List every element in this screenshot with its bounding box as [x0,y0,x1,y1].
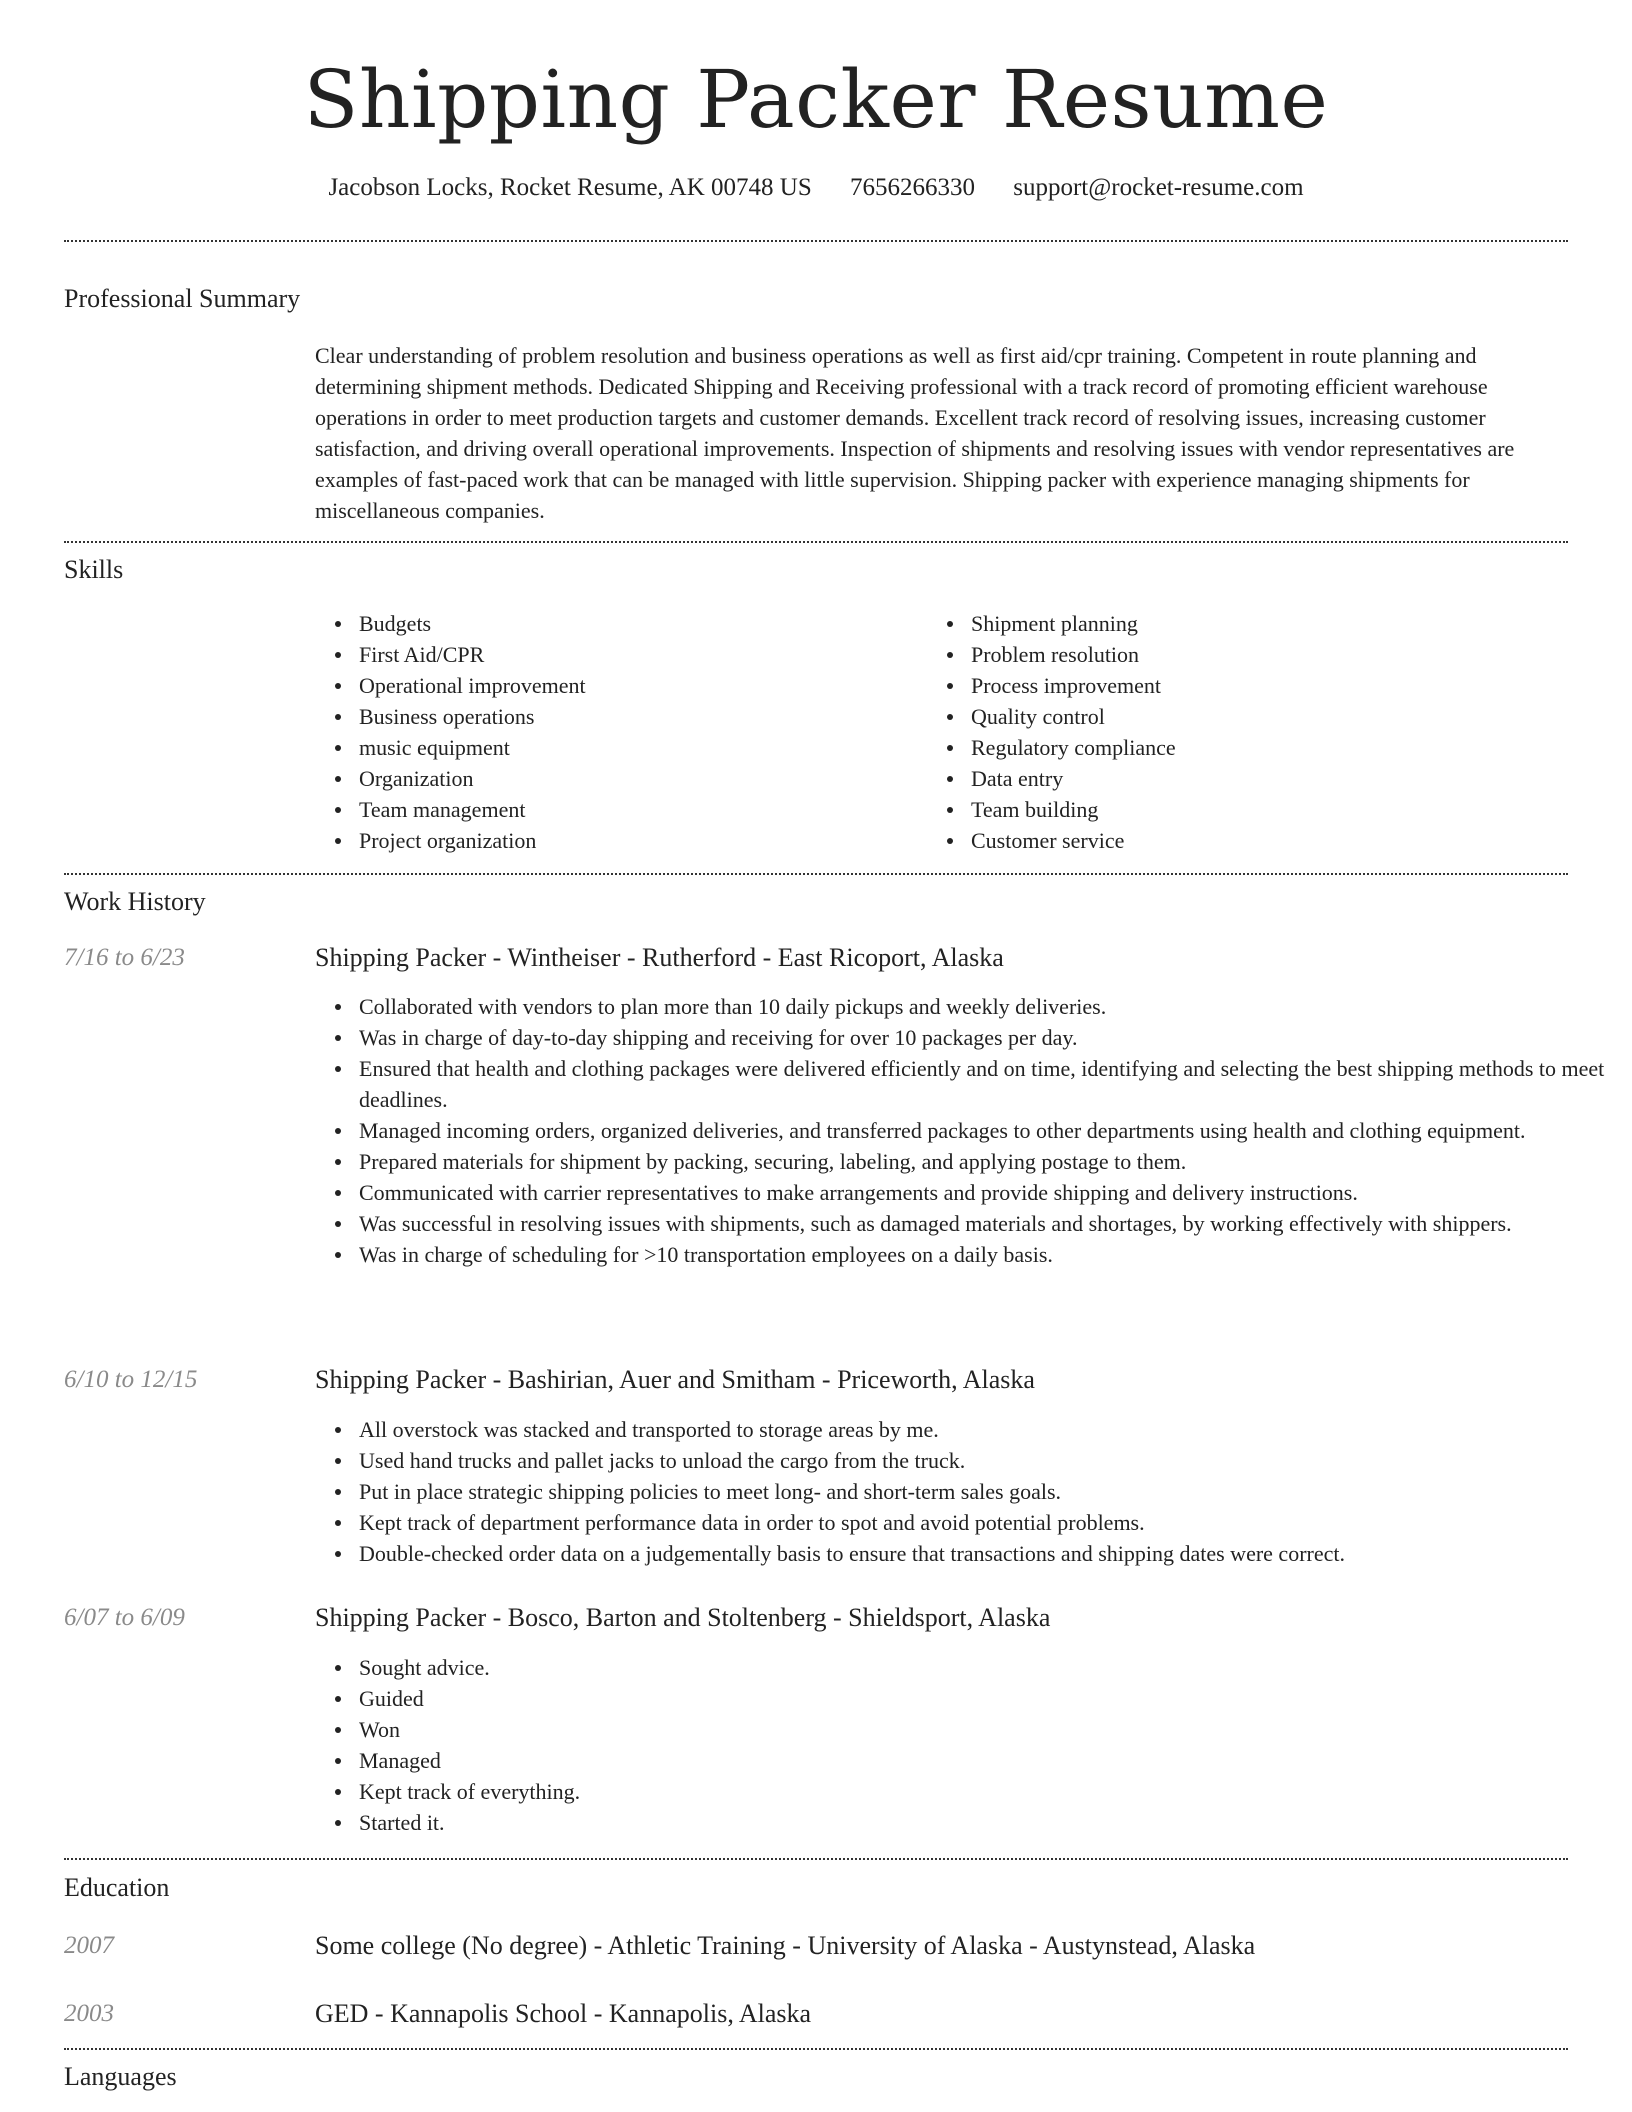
skill-item: Quality control [971,701,1571,732]
section-divider [64,541,1568,543]
contact-email: support@rocket-resume.com [1013,174,1304,201]
skill-item: Shipment planning [971,608,1571,639]
job-duty: Collaborated with vendors to plan more than 10 daily pickups and weekly deliveries. [359,991,1609,1022]
job-title: Shipping Packer - Bosco, Barton and Stoltenberg - Shieldsport, Alaska [315,1603,1051,1632]
summary-text: Clear understanding of problem resolution and business operations as well as first aid/cpr training. Competent in route planning and determining shipment methods. Dedicated Shipping and Receiving professional with a track record of promoting efficient warehouse operations in order to meet production targets and customer demands. Excellent track record of resolving issues, increasing customer satisfaction, and driving overall operational improvements. Inspection of shipments and resolving issues with vendor representatives are examples of fast-paced work that can be managed with little supervision. Shipping packer with experience managing shipments for miscellaneous companies. [315,343,1515,523]
languages-heading: Languages [64,2062,177,2091]
section-divider [64,873,1568,875]
education-year: 2007 [64,1932,114,1959]
job-duty: Prepared materials for shipment by packing, securing, labeling, and applying postage to them. [359,1146,1609,1177]
skill-item: Operational improvement [359,670,919,701]
job-duty: Sought advice. [359,1652,1609,1683]
skill-item: First Aid/CPR [359,639,919,670]
skill-item: Regulatory compliance [971,732,1571,763]
job-duty: All overstock was stacked and transported to storage areas by me. [359,1414,1609,1445]
summary-heading: Professional Summary [64,284,301,313]
contact-address: Jacobson Locks, Rocket Resume, AK 00748 US [328,174,812,201]
job-duty: Communicated with carrier representatives to make arrangements and provide shipping and delivery instructions. [359,1177,1609,1208]
section-divider [64,2048,1568,2050]
job-duty: Double-checked order data on a judgementally basis to ensure that transactions and shipping dates were correct. [359,1538,1609,1569]
skill-item: Team management [359,794,919,825]
skill-item: Process improvement [971,670,1571,701]
education-year: 2003 [64,2000,114,2027]
job-duties [315,1652,1609,1838]
skill-item: Team building [971,794,1571,825]
job-dates: 6/10 to 12/15 [64,1366,198,1393]
skill-item: Organization [359,763,919,794]
skill-item: Data entry [971,763,1571,794]
work-heading: Work History [64,887,206,916]
job-dates: 7/16 to 6/23 [64,944,185,971]
job-duty: Was in charge of day-to-day shipping and receiving for over 10 packages per day. [359,1022,1609,1053]
skill-item: music equipment [359,732,919,763]
job-duty: Ensured that health and clothing packages were delivered efficiently and on time, identifying and selecting the best shipping methods to meet deadlines. [359,1053,1609,1115]
skill-item: Project organization [359,825,919,856]
skill-item: Customer service [971,825,1571,856]
job-duties [315,1414,1609,1569]
section-divider [64,240,1568,242]
skill-item: Budgets [359,608,919,639]
education-entry: GED - Kannapolis School - Kannapolis, Alaska [315,1999,812,2028]
job-duty: Kept track of everything. [359,1776,1609,1807]
skill-item: Business operations [359,701,919,732]
job-duty: Put in place strategic shipping policies to meet long- and short-term sales goals. [359,1476,1609,1507]
job-duty: Guided [359,1683,1609,1714]
job-duties [315,991,1609,1270]
education-heading: Education [64,1873,170,1902]
job-duty: Used hand trucks and pallet jacks to unload the cargo from the truck. [359,1445,1609,1476]
skills-heading: Skills [64,555,124,584]
job-duty: Won [359,1714,1609,1745]
job-title: Shipping Packer - Bashirian, Auer and Smitham - Priceworth, Alaska [315,1365,1035,1394]
job-duty: Was successful in resolving issues with shipments, such as damaged materials and shortages, by working effectively with shippers. [359,1208,1609,1239]
education-entry: Some college (No degree) - Athletic Training - University of Alaska - Austynstead, Alaska [315,1931,1256,1960]
skills-list-left [315,608,919,856]
resume-title: Shipping Packer Resume [303,53,1329,146]
job-duty: Managed incoming orders, organized deliveries, and transferred packages to other departments using health and clothing equipment. [359,1115,1609,1146]
job-duty: Kept track of department performance data in order to spot and avoid potential problems. [359,1507,1609,1538]
skills-list-right [927,608,1571,856]
job-duty: Was in charge of scheduling for >10 transportation employees on a daily basis. [359,1239,1609,1270]
contact-line [0,170,1632,206]
job-duty: Managed [359,1745,1609,1776]
skill-item: Problem resolution [971,639,1571,670]
section-divider [64,1858,1568,1860]
job-title: Shipping Packer - Wintheiser - Rutherford - East Ricoport, Alaska [315,943,1004,972]
job-dates: 6/07 to 6/09 [64,1604,185,1631]
contact-phone: 7656266330 [850,174,975,201]
job-duty: Started it. [359,1807,1609,1838]
